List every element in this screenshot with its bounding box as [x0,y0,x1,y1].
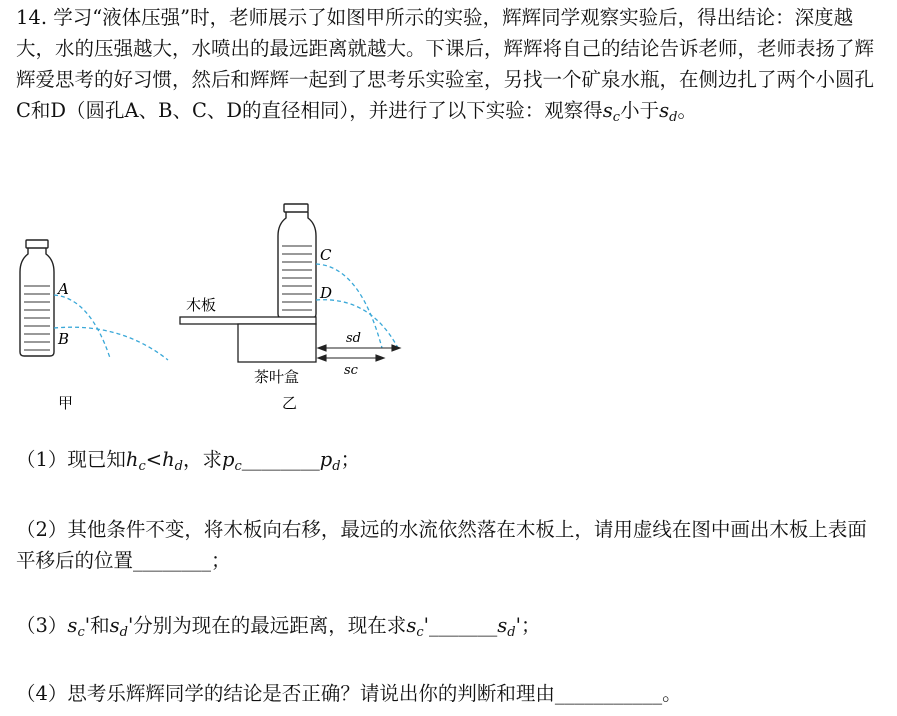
var-s: s [497,614,508,637]
intro-end: 。 [677,99,697,122]
q1-prefix: （1）现已知 [16,448,126,471]
var-p: p [222,448,235,471]
var-p: p [319,448,333,471]
q1-end: ； [340,448,361,471]
question-4: （4）思考乐辉辉同学的结论是否正确？请说出你的判断和理由___________。 [16,682,682,705]
q1-mid: ，求 [183,448,223,471]
sub-d: d [507,625,516,640]
answer-blank-3[interactable]: '_______ [423,614,498,637]
var-s: s [109,614,120,637]
intro-text: 14. 学习“液体压强”时，老师展示了如图甲所示的实验，辉辉同学观察实验后，得出结论：深度越大，水的压强越大，水喷出的最远距离就越大。下课后，辉辉将自己的结论告诉老师，老师表扬了辉辉爱思考的好习惯，然后和辉辉一起到了思考乐实验室，另找一个矿泉水瓶，在侧边扎了两个小圆孔C和D（圆孔A、B、C、D的直径相同），并进行了以下实验：观察得 [16,6,875,122]
problem-intro [16,2,882,133]
bottle-jia [20,240,54,356]
experiment-figure [0,190,460,430]
sc-arrowhead-left [318,355,326,361]
sd-label: sd [346,331,361,346]
sub-c: c [234,459,242,474]
intro-mid: 小于 [620,99,660,122]
sub-c: c [612,110,621,125]
label-b: B [58,330,70,348]
var-h: h [162,448,175,471]
label-c: C [320,246,332,264]
jet-b [54,327,168,360]
sub-d: d [332,459,341,474]
caption-jia: 甲 [58,394,74,412]
caption-yi: 乙 [282,394,298,412]
var-s: s [67,614,78,637]
sc-label: sc [344,363,358,378]
question-1 [16,444,882,482]
less-than: < [145,448,163,471]
jet-a [54,295,110,358]
sub-d: d [669,110,678,125]
box-label: 茶叶盒 [254,368,300,386]
question-2: （2）其他条件不变，将木板向右移，最远的水流依然落在木板上，请用虚线在图中画出木板上表面平移后的位置________； [16,518,867,572]
var-h: h [125,448,139,471]
sd-arrowhead-right [392,345,400,351]
sd-arrowhead-left [318,345,326,351]
tea-box [238,324,316,362]
sub-d: d [119,625,128,640]
sub-d: d [174,459,183,474]
var-s: s [602,99,613,122]
q3-mid2: '分别为现在的最远距离，现在求 [127,614,407,637]
var-s: s [659,99,670,122]
sub-c: c [77,625,85,640]
var-s: s [406,614,417,637]
board-label: 木板 [186,296,217,314]
answer-blank-1[interactable]: ________ [241,448,320,471]
label-d: D [320,284,333,302]
question-3 [16,610,882,648]
label-a: A [58,280,69,298]
q3-prefix: （3） [16,614,68,637]
q3-end: '； [515,614,541,637]
sub-c: c [138,459,146,474]
sc-arrowhead-right [376,355,384,361]
sub-c: c [416,625,424,640]
q3-mid1: '和 [84,614,110,637]
bottle-yi [278,204,316,318]
wooden-board [180,317,316,324]
